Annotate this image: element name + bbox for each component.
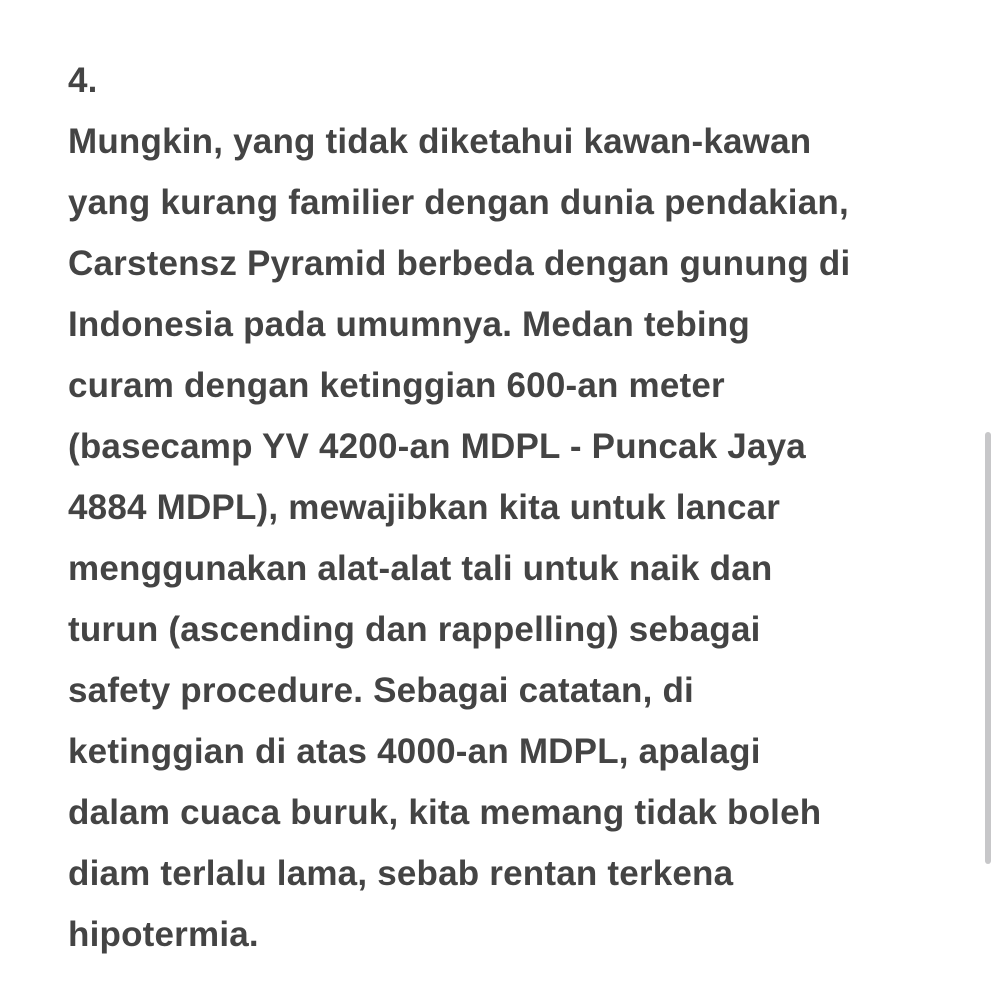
note-line: 4.	[68, 61, 98, 100]
note-text-body[interactable]	[68, 50, 968, 965]
note-line: safety procedure. Sebagai catatan, di	[68, 671, 694, 710]
note-line: Indonesia pada umumnya. Medan tebing	[68, 305, 751, 344]
note-line: ketinggian di atas 4000-an MDPL, apalagi	[68, 732, 761, 771]
note-line: (basecamp YV 4200-an MDPL - Puncak Jaya	[68, 427, 806, 466]
note-line: menggunakan alat-alat tali untuk naik dan	[68, 549, 773, 588]
note-line: 4884 MDPL), mewajibkan kita untuk lancar	[68, 488, 781, 527]
note-line: diam terlalu lama, sebab rentan terkena	[68, 854, 734, 893]
note-line: Carstensz Pyramid berbeda dengan gunung di	[68, 244, 851, 283]
note-line: turun (ascending dan rappelling) sebagai	[68, 610, 761, 649]
note-line: hipotermia.	[68, 915, 259, 954]
note-line: curam dengan ketinggian 600-an meter	[68, 366, 725, 405]
note-line: dalam cuaca buruk, kita memang tidak boleh	[68, 793, 822, 832]
note-line: yang kurang familier dengan dunia pendakian,	[68, 183, 849, 222]
note-line: Mungkin, yang tidak diketahui kawan-kawan	[68, 122, 812, 161]
scrollbar-thumb[interactable]	[985, 432, 991, 864]
